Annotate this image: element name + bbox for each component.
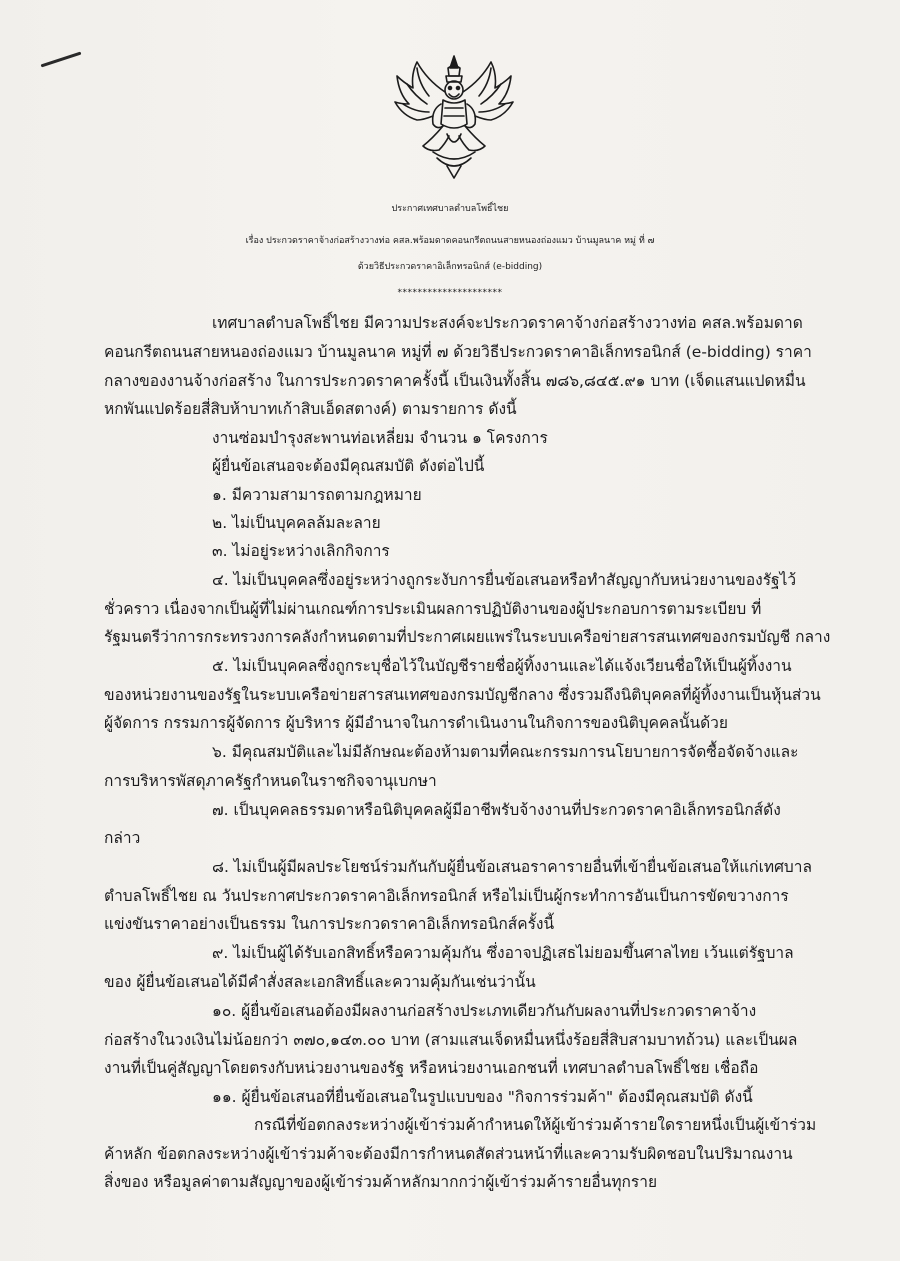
qualification-6-line-1: ๖. มีคุณสมบัติและไม่มีลักษณะต้องห้ามตามที่คณะกรรมการนโยบายการจัดซื้อจัดจ้างและ [212, 743, 799, 761]
pen-mark [41, 52, 82, 68]
qualification-4-line-3: รัฐมนตรีว่าการกระทรวงการคลังกำหนดตามที่ประกาศเผยแพร่ในระบบเครือข่ายสารสนเทศของกรมบัญชี กลาง [104, 628, 831, 646]
subject-line-1: เรื่อง ประกวดราคาจ้างก่อสร้างวางท่อ คสล.พร้อมดาดคอนกรีตถนนสายหนองถ่องแมว บ้านมูลนาค หมู่ ที่ ๗ [245, 236, 655, 246]
qualification-10-line-2: ก่อสร้างในวงเงินไม่น้อยกว่า ๓๗๐,๑๔๓.๐๐ บาท (สามแสนเจ็ดหมื่นหนึ่งร้อยสี่สิบสามบาทถ้วน) และเป็นผล [104, 1031, 798, 1049]
qualification-intro: ผู้ยื่นข้อเสนอจะต้องมีคุณสมบัติ ดังต่อไปนี้ [212, 457, 485, 475]
garuda-emblem-icon [393, 54, 515, 180]
para1-line-3: กลางของงานจ้างก่อสร้าง ในการประกวดราคาครั้งนี้ เป็นเงินทั้งสิ้น ๗๘๖,๘๔๕.๙๑ บาท (เจ็ดแสนแปดหมื่น [104, 372, 806, 390]
qualification-9-line-1: ๙. ไม่เป็นผู้ได้รับเอกสิทธิ์หรือความคุ้มกัน ซึ่งอาจปฏิเสธไม่ยอมขึ้นศาลไทย เว้นแต่รัฐบาล [212, 944, 794, 962]
qualification-11: ๑๑. ผู้ยื่นข้อเสนอที่ยื่นข้อเสนอในรูปแบบของ "กิจการร่วมค้า" ต้องมีคุณสมบัติ ดังนี้ [212, 1088, 753, 1106]
qualification-4-line-2: ชั่วคราว เนื่องจากเป็นผู้ที่ไม่ผ่านเกณฑ์การประเมินผลการปฏิบัติงานของผู้ประกอบการตามระเบียบ ที่ [104, 600, 762, 618]
qualification-10-line-1: ๑๐. ผู้ยื่นข้อเสนอต้องมีผลงานก่อสร้างประเภทเดียวกันกับผลงานที่ประกวดราคาจ้าง [212, 1002, 757, 1020]
qualification-6-line-2: การบริหารพัสดุภาครัฐกำหนดในราชกิจจานุเบกษา [104, 772, 437, 790]
qualification-7-line-2: กล่าว [104, 829, 141, 847]
qualification-11-detail-line-2: ค้าหลัก ข้อตกลงระหว่างผู้เข้าร่วมค้าจะต้องมีการกำหนดสัดส่วนหน้าที่และความรับผิดชอบในปริมาณงาน [104, 1145, 793, 1163]
qualification-8-line-2: ตำบลโพธิ์ไชย ณ วันประกาศประกวดราคาอิเล็กทรอนิกส์ หรือไม่เป็นผู้กระทำการอันเป็นการขัดขวางการ [104, 887, 789, 905]
qualification-1: ๑. มีความสามารถตามกฎหมาย [212, 486, 422, 504]
qualification-8-line-1: ๘. ไม่เป็นผู้มีผลประโยชน์ร่วมกันกับผู้ยื่นข้อเสนอราคารายอื่นที่เข้ายื่นข้อเสนอให้แก่เทศบาล [212, 858, 812, 876]
work-item: งานซ่อมบำรุงสะพานท่อเหลี่ยม จำนวน ๑ โครงการ [212, 429, 548, 447]
qualification-9-line-2: ของ ผู้ยื่นข้อเสนอได้มีคำสั่งสละเอกสิทธิ์และความคุ้มกันเช่นว่านั้น [104, 973, 536, 991]
subject-line-2: ด้วยวิธีประกวดราคาอิเล็กทรอนิกส์ (e-bidding) [357, 262, 543, 272]
para1-line-4: หกพันแปดร้อยสี่สิบห้าบาทเก้าสิบเอ็ดสตางค์) ตามรายการ ดังนี้ [104, 400, 517, 418]
qualification-7-line-1: ๗. เป็นบุคคลธรรมดาหรือนิติบุคคลผู้มีอาชีพรับจ้างงานที่ประกวดราคาอิเล็กทรอนิกส์ดัง [212, 801, 781, 819]
qualification-5-line-3: ผู้จัดการ กรรมการผู้จัดการ ผู้บริหาร ผู้มีอำนาจในการดำเนินงานในกิจการของนิติบุคคลนั้นด้วย [104, 714, 728, 732]
qualification-4-line-1: ๔. ไม่เป็นบุคคลซึ่งอยู่ระหว่างถูกระงับการยื่นข้อเสนอหรือทำสัญญากับหน่วยงานของรัฐไว้ [212, 571, 797, 589]
para1-line-2: คอนกรีตถนนสายหนองถ่องแมว บ้านมูลนาค หมู่ที่ ๗ ด้วยวิธีประกวดราคาอิเล็กทรอนิกส์ (e-bidding) ราคา [104, 343, 812, 361]
qualification-5-line-1: ๕. ไม่เป็นบุคคลซึ่งถูกระบุชื่อไว้ในบัญชีรายชื่อผู้ทิ้งงานและได้แจ้งเวียนชื่อให้เป็นผู้ทิ้งงาน [212, 657, 792, 675]
qualification-11-detail-line-1: กรณีที่ข้อตกลงระหว่างผู้เข้าร่วมค้ากำหนดให้ผู้เข้าร่วมค้ารายใดรายหนึ่งเป็นผู้เข้าร่วม [254, 1116, 817, 1134]
qualification-3: ๓. ไม่อยู่ระหว่างเลิกกิจการ [212, 542, 390, 560]
para1-line-1: เทศบาลตำบลโพธิ์ไชย มีความประสงค์จะประกวดราคาจ้างก่อสร้างวางท่อ คสล.พร้อมดาด [212, 314, 803, 332]
qualification-8-line-3: แข่งขันราคาอย่างเป็นธรรม ในการประกวดราคาอิเล็กทรอนิกส์ครั้งนี้ [104, 915, 555, 933]
separator-stars: ********************* [397, 288, 503, 298]
issuer-title: ประกาศเทศบาลตำบลโพธิ์ไชย [391, 204, 509, 214]
qualification-10-line-3: งานที่เป็นคู่สัญญาโดยตรงกับหน่วยงานของรัฐ หรือหน่วยงานเอกชนที่ เทศบาลตำบลโพธิ์ไชย เชื่อถือ [104, 1059, 759, 1077]
qualification-5-line-2: ของหน่วยงานของรัฐในระบบเครือข่ายสารสนเทศของกรมบัญชีกลาง ซึ่งรวมถึงนิติบุคคลที่ผู้ทิ้งงานเป็นหุ้นส่วน [104, 686, 821, 704]
qualification-2: ๒. ไม่เป็นบุคคลล้มละลาย [212, 514, 381, 532]
qualification-11-detail-line-3: สิ่งของ หรือมูลค่าตามสัญญาของผู้เข้าร่วมค้าหลักมากกว่าผู้เข้าร่วมค้ารายอื่นทุกราย [104, 1173, 658, 1191]
